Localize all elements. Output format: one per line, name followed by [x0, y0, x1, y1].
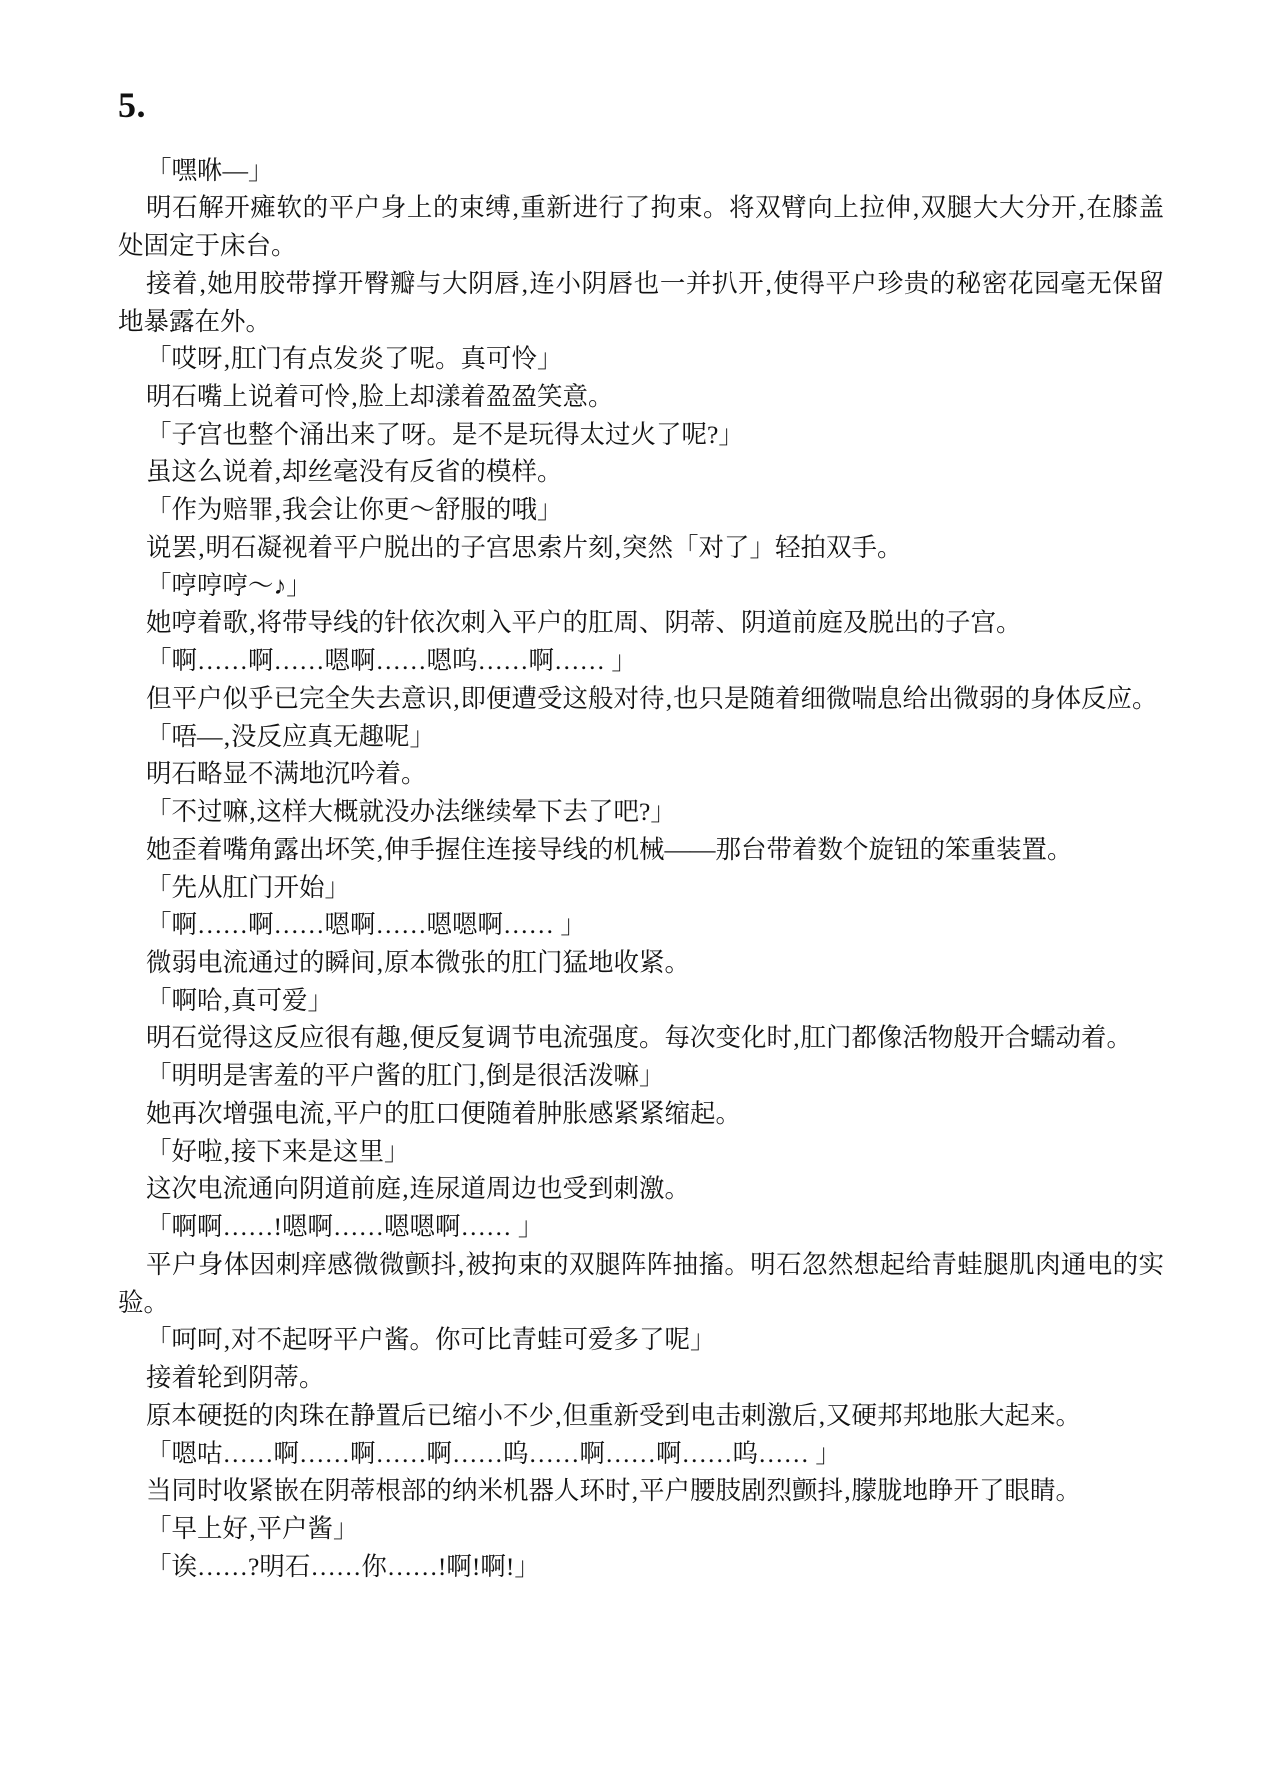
paragraph: 明石嘴上说着可怜‚脸上却漾着盈盈笑意。 — [146, 382, 614, 411]
paragraph: 「作为赔罪‚我会让你更～舒服的哦」 — [146, 495, 563, 525]
paragraph: 「啊……啊……嗯啊……嗯嗯啊…… 」 — [146, 910, 586, 940]
body-text — [118, 152, 1164, 1586]
paragraph: 说罢‚明石凝视着平户脱出的子宫思索片刻‚突然「对了」轻拍双手。 — [146, 532, 903, 562]
paragraph: 「好啦‚接下来是这里」 — [146, 1136, 410, 1166]
paragraph: 「唔—‚没反应真无趣呢」 — [146, 721, 436, 751]
paragraph: 「啊啊……!嗯啊……嗯嗯啊…… 」 — [146, 1212, 544, 1242]
paragraph: 她再次增强电流‚平户的肛口便随着肿胀感紧紧缩起。 — [146, 1098, 742, 1128]
paragraph: 「哎呀‚肛门有点发炎了呢。真可怜」 — [146, 344, 563, 374]
paragraph: 「哼哼哼～♪」 — [146, 570, 312, 600]
paragraph: 接着‚她用胶带撑开臀瓣与大阴唇‚连小阴唇也一并扒开‚使得平户珍贵的秘密花园毫无保留地暴露在外。 — [118, 268, 1164, 336]
paragraph: 「早上好‚平户酱」 — [146, 1514, 359, 1544]
paragraph: 接着轮到阴蒂。 — [146, 1363, 325, 1393]
paragraph: 「嘿咻—」 — [146, 155, 274, 185]
paragraph: 明石解开瘫软的平户身上的束缚‚重新进行了拘束。将双臂向上拉伸‚双腿大大分开‚在膝盖处固定于床台。 — [118, 193, 1164, 261]
paragraph: 她哼着歌‚将带导线的针依次刺入平户的肛周、阴蒂、阴道前庭及脱出的子宫。 — [146, 608, 1022, 638]
paragraph: 「啊……啊……嗯啊……嗯呜……啊…… 」 — [146, 646, 637, 676]
paragraph: 「不过嘛‚这样大概就没办法继续晕下去了吧?」 — [146, 797, 676, 827]
paragraph: 「子宫也整个涌出来了呀。是不是玩得太过火了呢?」 — [146, 419, 744, 449]
paragraph: 「诶……?明石……你……!啊!啊!」 — [146, 1551, 540, 1581]
paragraph: 明石觉得这反应很有趣‚便反复调节电流强度。每次变化时‚肛门都像活物般开合蠕动着。 — [146, 1023, 1133, 1053]
paragraph: 「嗯咕……啊……啊……啊……呜……啊……啊……呜…… 」 — [146, 1438, 841, 1468]
paragraph: 这次电流通向阴道前庭‚连尿道周边也受到刺激。 — [146, 1174, 691, 1204]
paragraph: 明石略显不满地沉吟着。 — [146, 759, 427, 789]
paragraph: 「明明是害羞的平户酱的肛门‚倒是很活泼嘛」 — [146, 1061, 665, 1091]
paragraph: 「啊哈‚真可爱」 — [146, 985, 334, 1015]
paragraph: 虽这么说着‚却丝毫没有反省的模样。 — [146, 457, 563, 487]
paragraph: 当同时收紧嵌在阴蒂根部的纳米机器人环时‚平户腰肢剧烈颤抖‚朦胧地睁开了眼睛。 — [146, 1476, 1082, 1506]
paragraph: 她歪着嘴角露出坏笑‚伸手握住连接导线的机械——那台带着数个旋钮的笨重装置。 — [146, 834, 1073, 864]
paragraph: 微弱电流通过的瞬间‚原本微张的肛门猛地收紧。 — [146, 948, 691, 978]
paragraph: 平户身体因刺痒感微微颤抖‚被拘束的双腿阵阵抽搐。明石忽然想起给青蛙腿肌肉通电的实验。 — [118, 1249, 1164, 1317]
section-number: 5. — [118, 85, 146, 125]
paragraph: 原本硬挺的肉珠在静置后已缩小不少‚但重新受到电击刺激后‚又硬邦邦地胀大起来。 — [146, 1400, 1082, 1430]
paragraph: 「先从肛门开始」 — [146, 872, 351, 902]
page-content — [118, 86, 1164, 1586]
paragraph: 「呵呵‚对不起呀平户酱。你可比青蛙可爱多了呢」 — [146, 1325, 716, 1355]
paragraph: 但平户似乎已完全失去意识‚即便遭受这般对待‚也只是随着细微喘息给出微弱的身体反应。 — [146, 683, 1158, 713]
